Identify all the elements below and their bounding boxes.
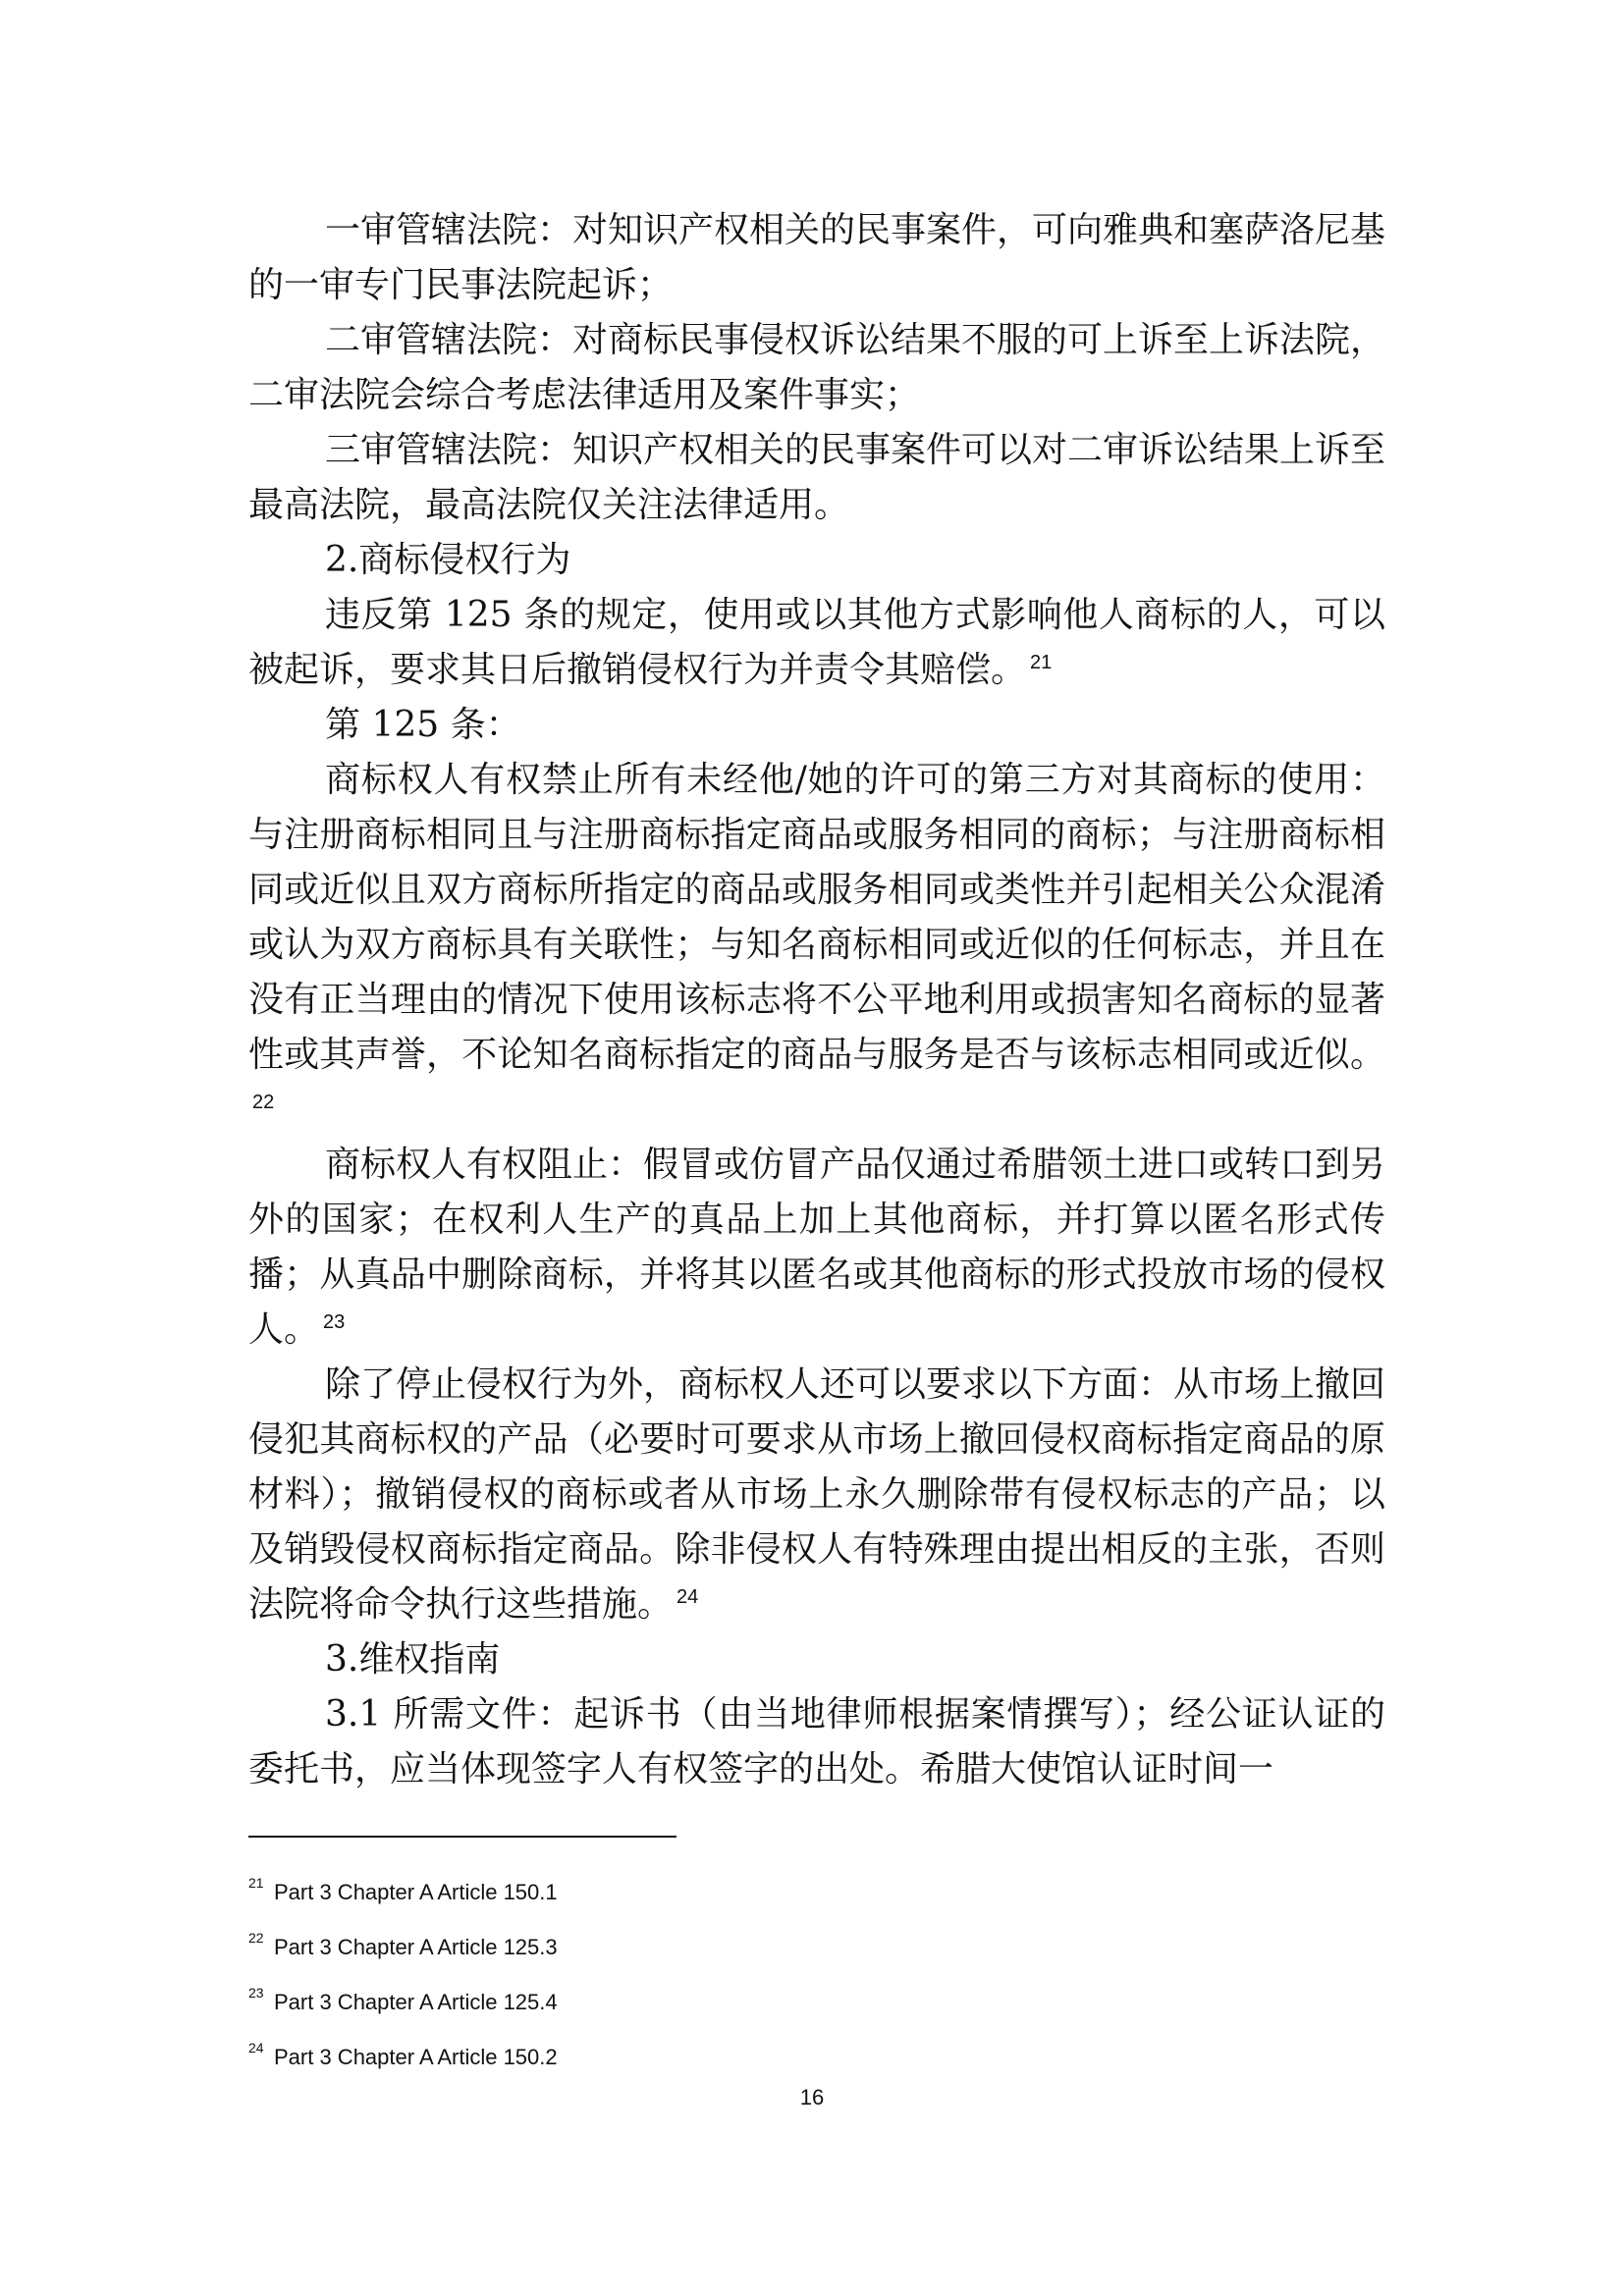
paragraph-required-documents [248, 1687, 1385, 1797]
paragraph-prevent-rights [248, 1138, 1385, 1358]
footnote-ref[interactable]: 23 [323, 1311, 346, 1333]
footnote-number: 23 [248, 1985, 264, 2001]
paragraph-text: 一审管辖法院：对知识产权相关的民事案件，可向雅典和塞萨洛尼基的一审专门民事法院起诉； [248, 210, 1386, 305]
heading-text: 3.维权指南 [325, 1639, 501, 1680]
paragraph-text: 二审管辖法院：对商标民事侵权诉讼结果不服的可上诉至上诉法院，二审法院会综合考虑法律适用及案件事实； [248, 320, 1386, 415]
paragraph-first-instance-court [248, 203, 1385, 313]
section-heading-infringement [248, 533, 1385, 588]
section-heading-guide [248, 1632, 1385, 1687]
footnote-item [248, 2030, 1132, 2085]
paragraph-text: 第 125 条： [325, 705, 521, 745]
footnote-item [248, 1920, 1132, 1975]
footnote-item [248, 1975, 1132, 2030]
paragraph-second-instance-court [248, 313, 1385, 423]
paragraph-text: 违反第 125 条的规定，使用或以其他方式影响他人商标的人，可以被起诉，要求其日后撤销侵权行为并责令其赔偿。 [248, 595, 1385, 690]
page-number: 16 [799, 2085, 825, 2109]
footnote-text: Part 3 Chapter A Article 125.4 [274, 1990, 558, 2014]
paragraph-text: 3.1 所需文件：起诉书（由当地律师根据案情撰写）；经公证认证的委托书，应当体现签字人有权签字的出处。希腊大使馆认证时间一 [248, 1694, 1385, 1789]
paragraph-text: 商标权人有权禁止所有未经他/她的许可的第三方对其商标的使用：与注册商标相同且与注册商标指定商品或服务相同的商标；与注册商标相同或近似且双方商标所指定的商品或服务相同或类性并引起相关公众混淆或认为双方商标具有关联性；与知名商标相同或近似的任何标志，并且在没有正当理由的情况下使用该标志将不公平地利用或损害知名商标的显著性或其声誉，不论知名商标指定的商品与服务是否与该标志相同或近似。 [248, 760, 1385, 1075]
footnote-ref[interactable]: 24 [677, 1586, 699, 1608]
footnote-text: Part 3 Chapter A Article 150.1 [274, 1880, 558, 1904]
paragraph-article-125-violation [248, 588, 1385, 698]
footnote-item [248, 1865, 1132, 1920]
footnote-separator [248, 1836, 677, 1838]
footnote-number: 21 [248, 1875, 264, 1891]
body-text [248, 203, 1385, 1797]
footnote-ref[interactable]: 21 [1030, 652, 1053, 673]
footnotes [248, 1865, 1132, 2085]
footnote-ref[interactable]: 22 [252, 1092, 275, 1113]
footnote-text: Part 3 Chapter A Article 125.3 [274, 1935, 558, 1959]
footnote-number: 24 [248, 2040, 264, 2056]
footnote-text: Part 3 Chapter A Article 150.2 [274, 2045, 558, 2069]
heading-text: 2.商标侵权行为 [325, 540, 571, 580]
paragraph-trademark-rights [248, 753, 1385, 1138]
paragraph-text: 三审管辖法院：知识产权相关的民事案件可以对二审诉讼结果上诉至最高法院，最高法院仅关注法律适用。 [248, 430, 1386, 525]
paragraph-text: 商标权人有权阻止：假冒或仿冒产品仅通过希腊领土进口或转口到另外的国家；在权利人生产的真品上加上其他商标，并打算以匿名形式传播；从真品中删除商标，并将其以匿名或其他商标的形式投放市场的侵权人。 [248, 1145, 1386, 1350]
footnote-number: 22 [248, 1930, 264, 1946]
paragraph-remedies [248, 1358, 1385, 1632]
paragraph-text: 除了停止侵权行为外，商标权人还可以要求以下方面：从市场上撤回侵犯其商标权的产品（必要时可要求从市场上撤回侵权商标指定商品的原材料）；撤销侵权的商标或者从市场上永久删除带有侵权标志的产品；以及销毁侵权商标指定商品。除非侵权人有特殊理由提出相反的主张，否则法院将命令执行这些措施。 [248, 1364, 1386, 1625]
paragraph-article-125-label [248, 698, 1385, 753]
paragraph-third-instance-court [248, 423, 1385, 533]
